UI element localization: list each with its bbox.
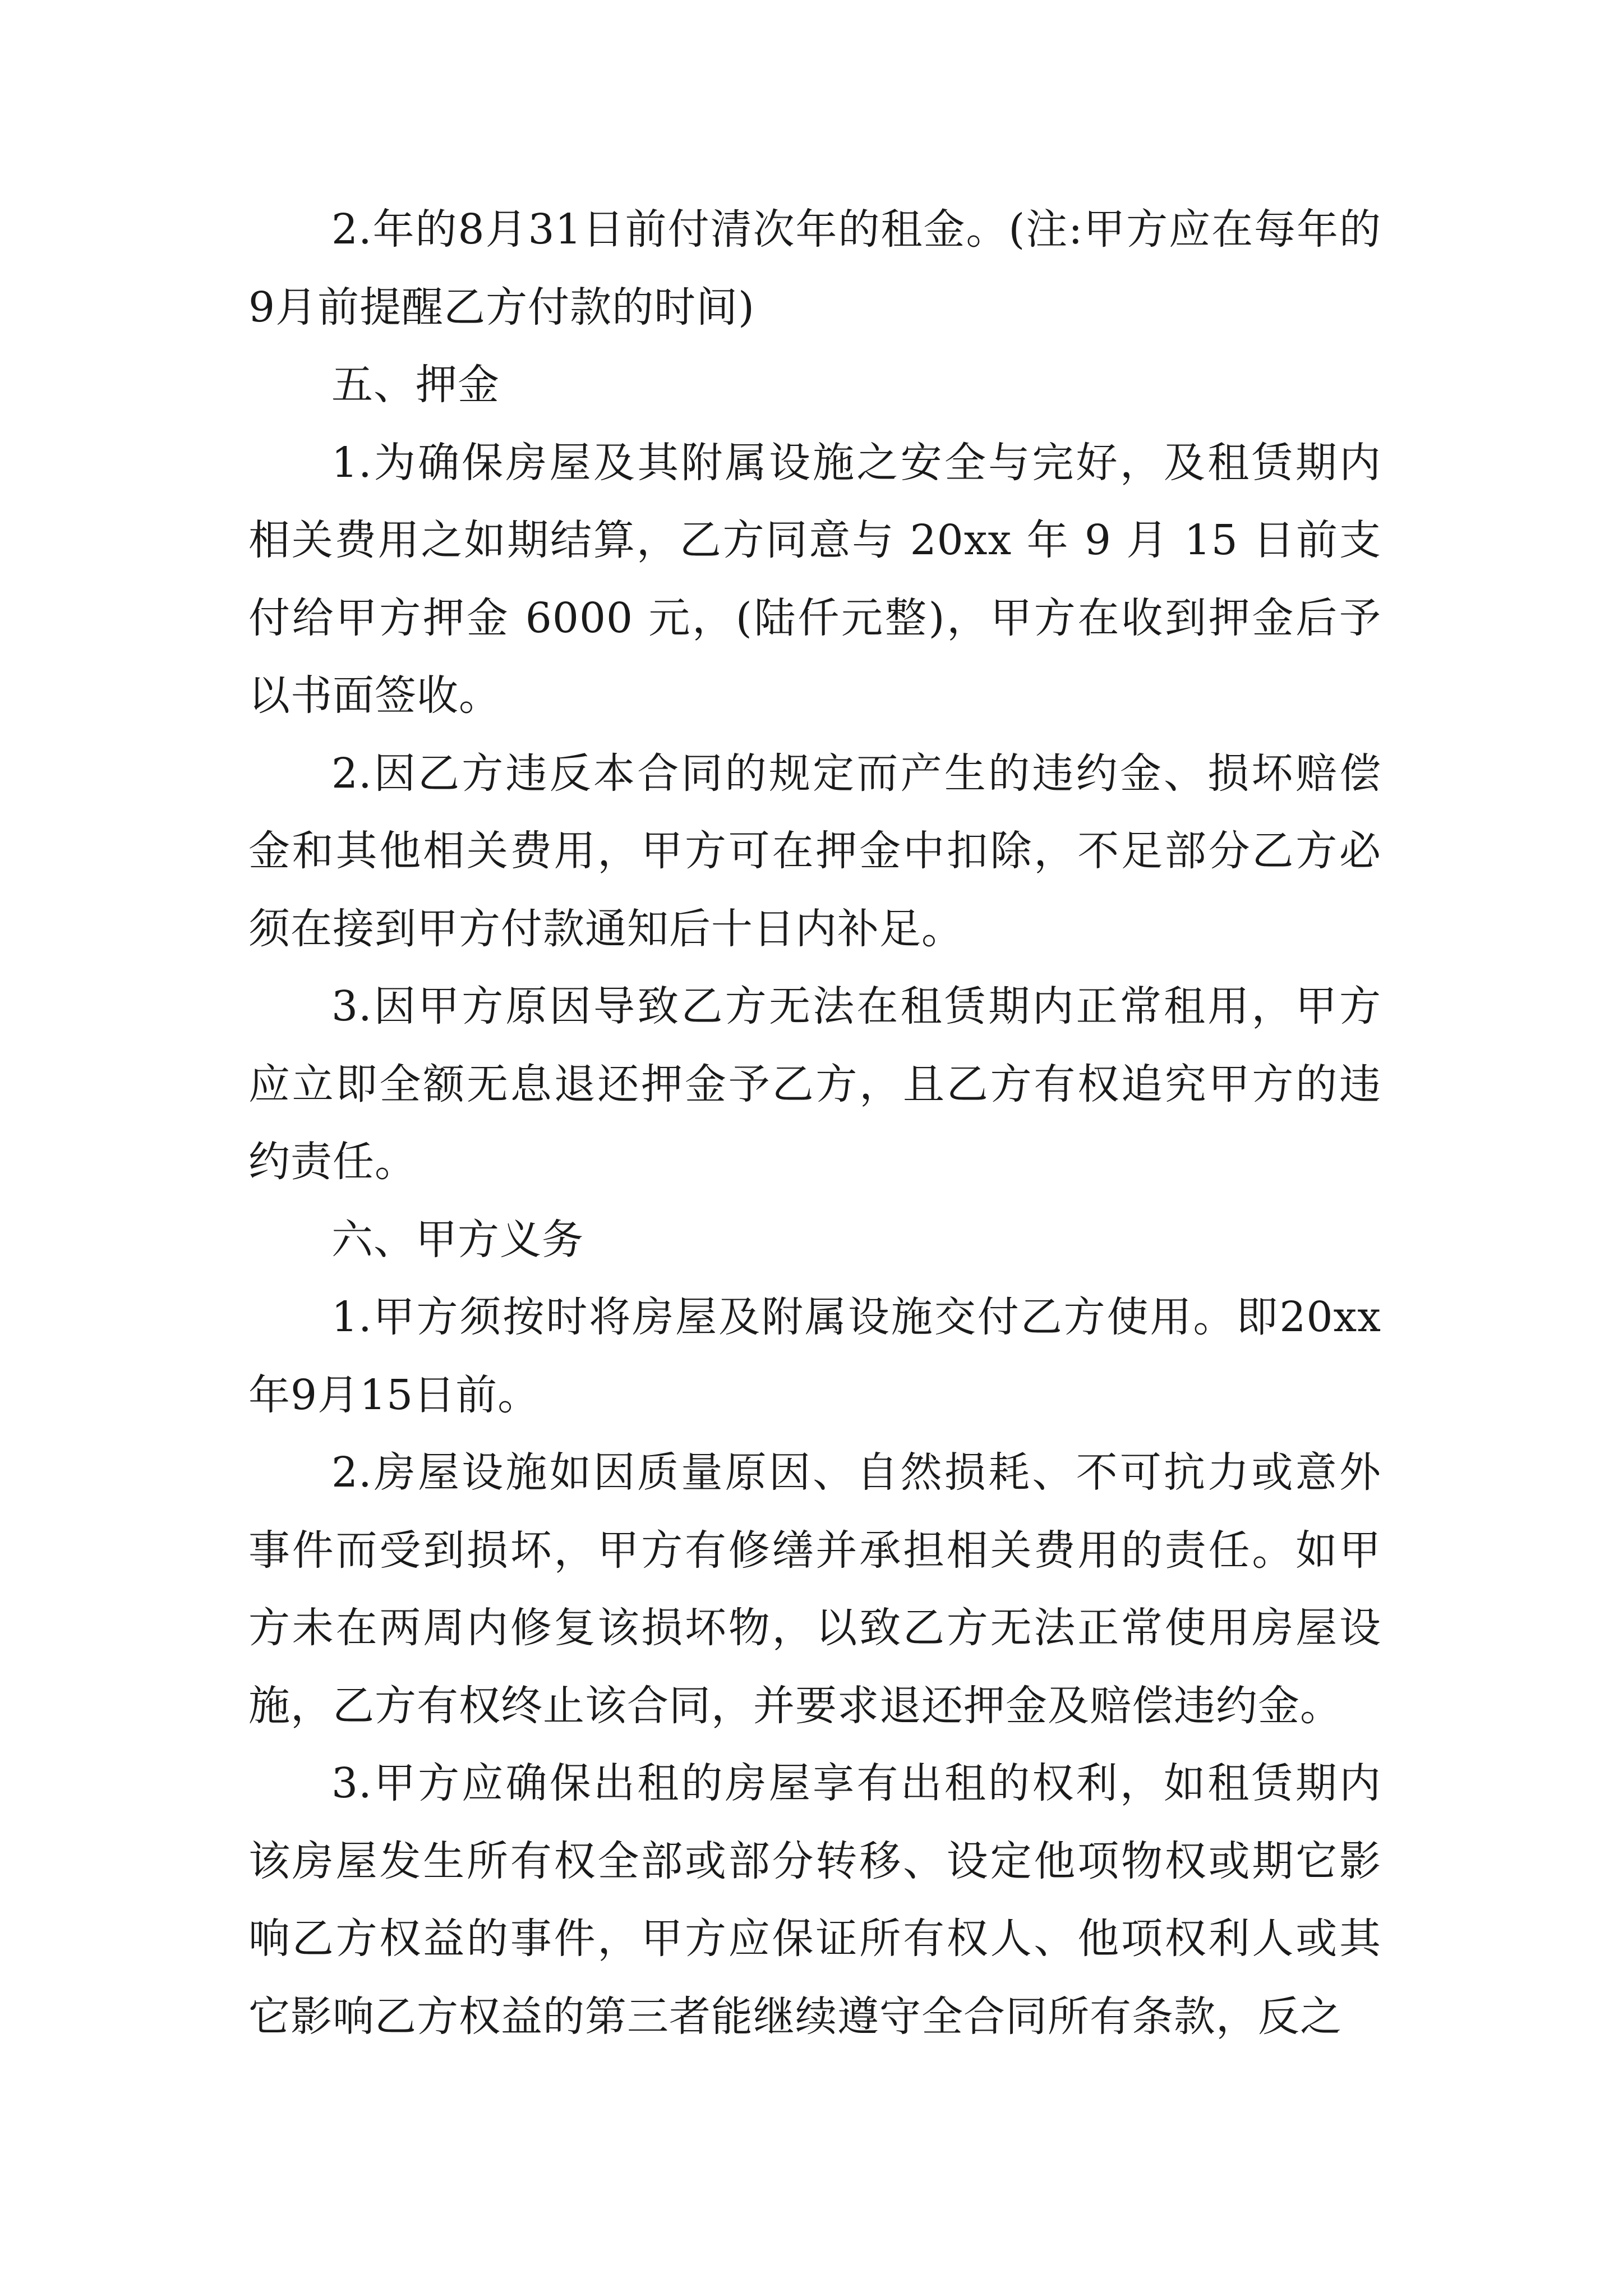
document-body [248,191,1381,2055]
section-heading-landlord-obligations: 六、甲方义务 [331,1215,584,1264]
paragraph-deposit-payment: 1.为确保房屋及其附属设施之安全与完好，及租赁期内相关费用之如期结算，乙方同意与 20xx 年 9 月 15 日前支付给甲方押金 6000 元，(陆仟元整)，甲方在收到押金后予以书面签收。 [248,438,1381,720]
paragraph-handover: 1.甲方须按时将房屋及附属设施交付乙方使用。即20xx年9月15日前。 [248,1293,1381,1419]
paragraph-ownership-rights: 3.甲方应确保出租的房屋享有出租的权利，如租赁期内该房屋发生所有权全部或部分转移、设定他项物权或期它影响乙方权益的事件，甲方应保证所有权人、他项权利人或其它影响乙方权益的第三者能继续遵守全合同所有条款，反之 [248,1759,1381,2041]
paragraph-rent-payment-deadline: 2.年的8月31日前付清次年的租金。(注:甲方应在每年的9月前提醒乙方付款的时间) [248,205,1381,332]
paragraph-repairs: 2.房屋设施如因质量原因、自然损耗、不可抗力或意外事件而受到损坏，甲方有修缮并承担相关费用的责任。如甲方未在两周内修复该损坏物，以致乙方无法正常使用房屋设施，乙方有权终止该合同，并要求退还押金及赔偿违约金。 [248,1448,1381,1730]
section-heading-deposit: 五、押金 [331,361,500,409]
paragraph-deposit-refund: 3.因甲方原因导致乙方无法在租赁期内正常租用，甲方应立即全额无息退还押金予乙方，且乙方有权追究甲方的违约责任。 [248,982,1381,1186]
paragraph-deposit-deduction: 2.因乙方违反本合同的规定而产生的违约金、损坏赔偿金和其他相关费用，甲方可在押金中扣除，不足部分乙方必须在接到甲方付款通知后十日内补足。 [248,749,1381,953]
